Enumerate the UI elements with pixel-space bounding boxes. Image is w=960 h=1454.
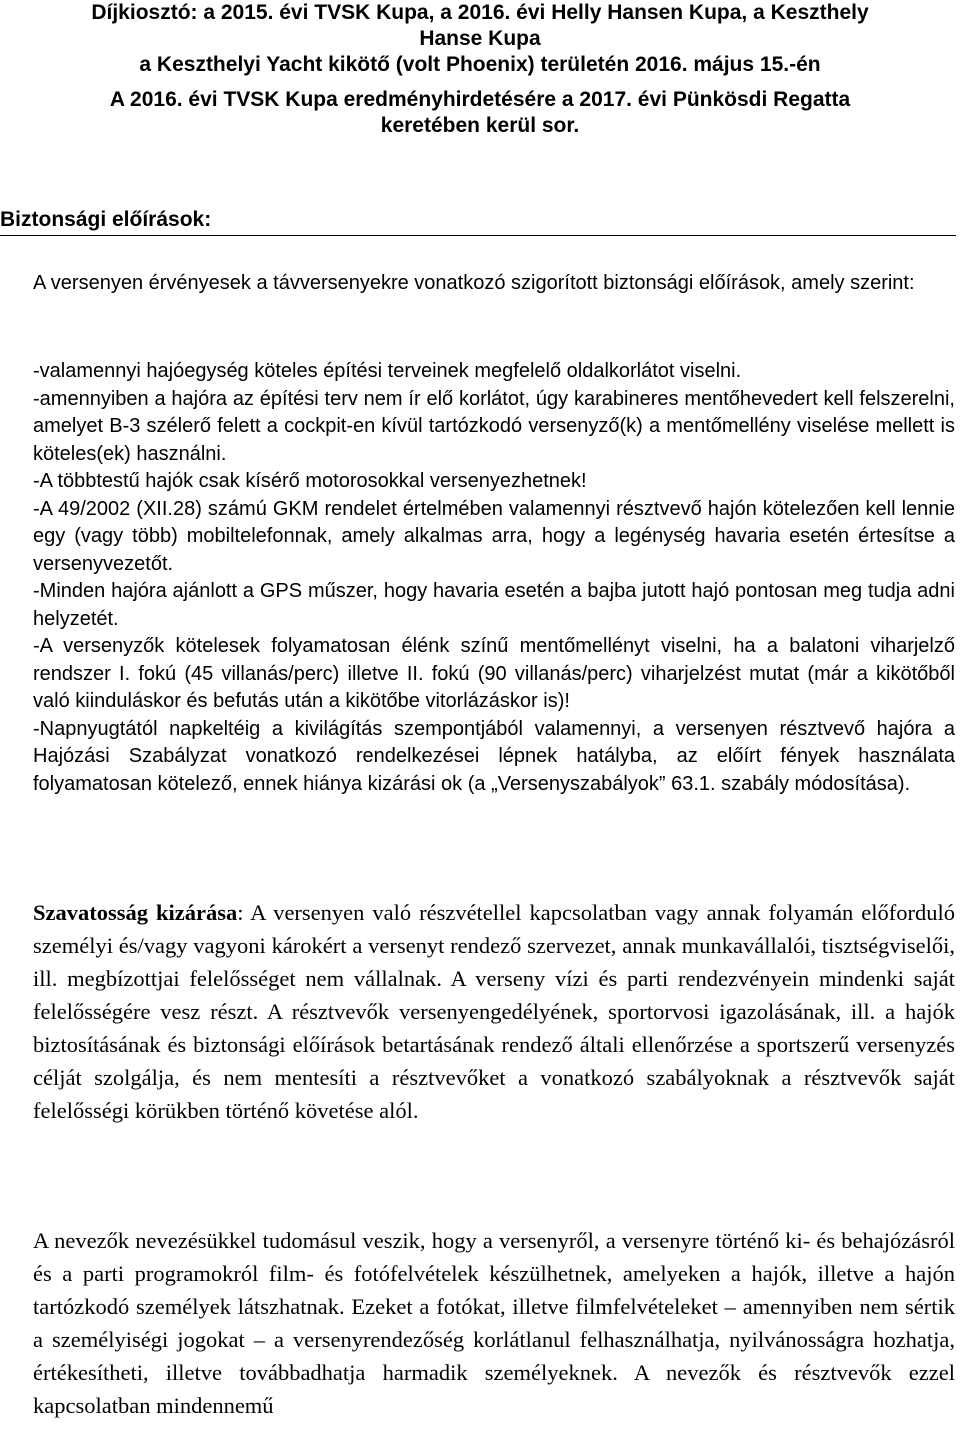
prize-notice: [32, 0, 928, 139]
safety-rule: -Minden hajóra ajánlott a GPS műszer, hogy havaria esetén a bajba jutott hajó pontosan meg tudja adni helyzetét.: [33, 580, 955, 630]
safety-rule: -amennyiben a hajóra az építési terv nem ír elő korlátot, úgy karabineres mentőhevedert kell felszerelni, amelyet B-3 szélerő felett a cockpit-en kívül tartózkodó versenyző(k) a mentőmellény viselése mellett is köteles(ek) használni.: [33, 387, 955, 465]
safety-rules: [33, 358, 955, 798]
safety-rule: -Napnyugtától napkeltéig a kivilágítás szempontjából valamennyi, a versenyen résztvevő hajóra a Hajózási Szabályzat vonatkozó rendelkezései lépnek hatályba, az előírt fények használata folyamatosan kötelező, ennek hiánya kizárási ok (a „Versenyszabályok” 63.1. szabály módosítása).: [33, 717, 955, 795]
safety-rule: -A versenyzők kötelesek folyamatosan élénk színű mentőmellényt viselni, ha a balatoni viharjelző rendszer I. fokú (45 villanás/perc) illetve II. fokú (90 villanás/perc) viharjelzést mutat (már a kikötőből való kiinduláskor és befutás után a kikötőbe vitorlázáskor is)!: [33, 635, 955, 712]
safety-heading: Biztonsági előírások:: [0, 206, 956, 236]
liability-separator: :: [237, 900, 251, 925]
prize-line-5: keretében kerül sor.: [380, 114, 580, 137]
prize-line-1: Díjkiosztó: a 2015. évi TVSK Kupa, a 2016. évi Helly Hansen Kupa, a Keszthely: [91, 1, 869, 24]
prize-line-4: A 2016. évi TVSK Kupa eredményhirdetésére a 2017. évi Pünkösdi Regatta: [109, 88, 851, 111]
prize-line-2: Hanse Kupa: [419, 27, 541, 50]
safety-rule: -valamennyi hajóegység köteles építési terveinek megfelelő oldalkorlátot viselni.: [33, 360, 742, 382]
prize-gap: [32, 78, 928, 87]
media-consent-paragraph: [33, 1224, 955, 1422]
liability-paragraph: [33, 896, 955, 1127]
safety-rule: -A többtestű hajók csak kísérő motorosokkal versenyezhetnek!: [33, 470, 587, 492]
safety-rule: -A 49/2002 (XII.28) számú GKM rendelet értelmében valamennyi résztvevő hajón kötelezően kell lennie egy (vagy több) mobiltelefonnak, amely alkalmas arra, hogy a legénység havaria esetén értesítse a versenyvezetőt.: [33, 497, 955, 575]
safety-intro: A versenyen érvényesek a távversenyekre vonatkozó szigorított biztonsági előírások, amely szerint:: [33, 272, 915, 294]
liability-text: A versenyen való részvétellel kapcsolatban vagy annak folyamán előforduló személyi és/vagy vagyoni károkért a versenyt rendező szervezet, annak munkavállalói, tisztségviselői, ill. megbízottjai felelősséget nem vállalnak. A verseny vízi és parti rendezvényein mindenki saját felelősségére vesz részt. A résztvevők versenyengedélyének, sportorvosi igazolásának, ill. a hajók biztosításának és biztonsági előírások betartásának rendező általi ellenőrzése a sportszerű versenyzés célját szolgálja, és nem mentesíti a résztvevőket a vonatkozó szabályoknak a résztvevők saját felelősségi körükben történő követése alól.: [33, 900, 956, 1123]
prize-line-3: a Keszthelyi Yacht kikötő (volt Phoenix) területén 2016. május 15.-én: [139, 53, 821, 76]
media-consent-text: A nevezők nevezésükkel tudomásul veszik, hogy a versenyről, a versenyre történő ki- és behajózásról és a parti programokról film- és fotófelvételek készülhetnek, amelyeken a hajók, illetve a hajón tartózkodó személyek látszhatnak. Ezeket a fotókat, illetve filmfelvételeket – amennyiben nem sértik a személyiségi jogokat – a versenyrendezőség korlátlanul felhasználhatja, nyilvánosságra hozhatja, értékesítheti, illetve továbbadhatja harmadik személyeknek. A nevezők és résztvevők ezzel kapcsolatban mindennemű: [33, 1228, 955, 1418]
liability-label: Szavatosság kizárása: [33, 900, 238, 925]
